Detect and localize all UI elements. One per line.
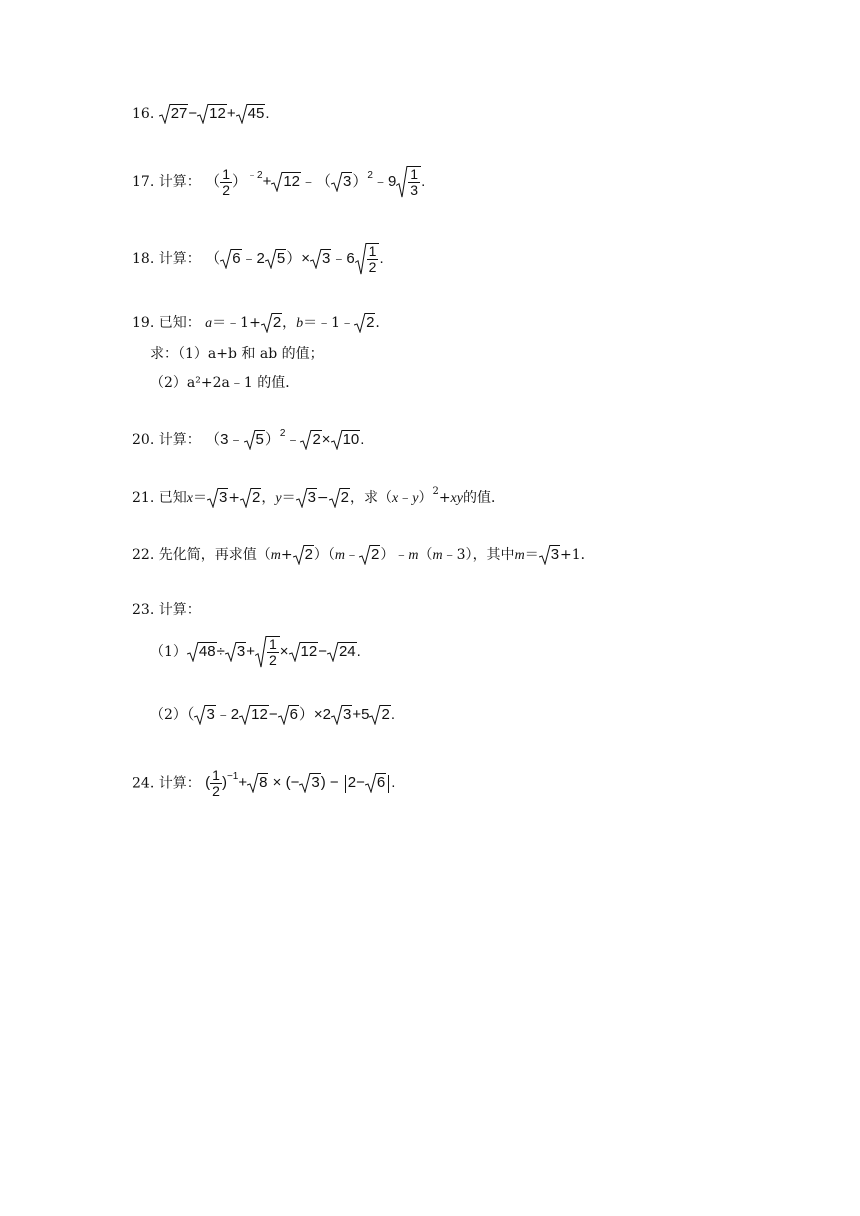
problem-22 [132, 545, 595, 566]
expression: （3﹣ 5）$^2$﹣ 2× 10. [205, 428, 365, 448]
expression: a＝﹣1+ 2，b＝﹣1﹣ 2. [205, 314, 380, 331]
problem-number: 20. [132, 432, 155, 448]
expression: （ 6﹣2 5）× 3﹣6 $\frac{1}{2}$ . [205, 243, 384, 275]
problem-20 [132, 430, 364, 450]
problem-23 [132, 600, 201, 620]
problem-24 [132, 768, 395, 799]
problem-number: 21. [132, 490, 155, 506]
problem-tail: 的值． [462, 490, 505, 506]
problem-lead: 已知 [158, 490, 187, 506]
subquestion-tag: （1） [178, 346, 208, 362]
subquestion-tag: （2） [150, 707, 187, 723]
expression: （ 3﹣2 12− 6）×2 3+5 2. [186, 706, 395, 723]
expression: ( $\frac{1}{2}$ )$^{-1}$+ 8 × (− 3) − 2− 6 . [205, 767, 396, 799]
subquestion-text: a+b 和 ab 的值； [207, 346, 324, 362]
problem-lead: 计算： [158, 173, 201, 190]
problem-number: 18. [132, 250, 155, 267]
problem-number: 17. [132, 173, 155, 190]
subquestion-tag: （1） [150, 643, 187, 660]
expression: 27− 12+ 45. [159, 105, 270, 122]
problem-19-question-1 [150, 344, 324, 364]
expression: （m+ 2）（m﹣ 2）﹣m（m﹣3） [256, 546, 473, 563]
problem-19 [132, 313, 380, 334]
problem-19-question-2 [150, 373, 299, 393]
subquestion-tag: （2） [150, 375, 187, 391]
expression: （ $\frac{1}{2}$ ）$^{﹣2}$+ 12﹣（ 3）$^2$﹣9 $\frac{1}{3}$ . [205, 165, 426, 198]
subquestion-text: a²+2a﹣1 的值． [186, 375, 300, 391]
problem-lead: 计算： [158, 432, 201, 448]
problem-lead: 计算： [158, 250, 201, 267]
problem-number: 23. [132, 602, 155, 618]
problem-17 [132, 166, 425, 198]
question-lead: 求： [150, 346, 178, 362]
expression: 48÷ 3+ $\frac{1}{2}$ × 12− 24. [187, 643, 361, 660]
problem-number: 16. [132, 106, 155, 122]
problem-23-part-1 [150, 636, 361, 668]
problem-number: 24. [132, 775, 155, 792]
problem-lead: 先化简，再求值 [158, 547, 257, 563]
problem-18 [132, 243, 384, 275]
problem-21 [132, 488, 505, 509]
problem-lead: 计算： [158, 602, 201, 618]
problem-lead: 计算： [158, 775, 201, 792]
problem-lead: 已知： [158, 315, 201, 331]
problem-number: 19. [132, 315, 155, 331]
problem-number: 22. [132, 547, 155, 563]
expression-value: m＝ 3+1． [514, 546, 595, 563]
problem-16 [132, 104, 269, 124]
problem-mid: ，其中 [472, 547, 515, 563]
problem-23-part-2 [150, 705, 395, 725]
expression: x＝ 3+ 2，y＝ 3− 2，求（x﹣y）$^2$+xy [186, 486, 463, 506]
